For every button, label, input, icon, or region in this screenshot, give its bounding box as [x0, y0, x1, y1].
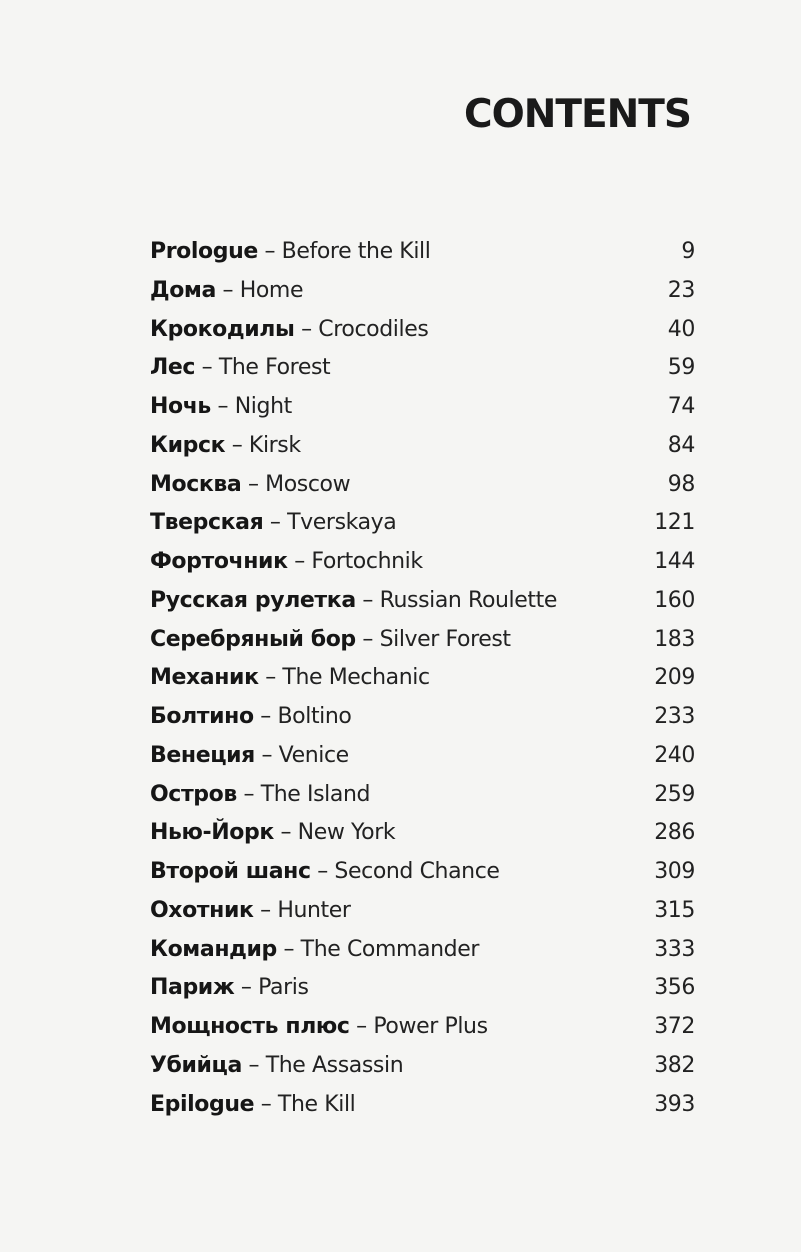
toc-entry	[150, 466, 695, 505]
title-separator: –	[241, 1052, 266, 1078]
chapter-title-russian: Epilogue	[150, 1091, 255, 1117]
chapter-title-english: Night	[234, 394, 292, 419]
toc-entry	[150, 543, 695, 582]
toc-entry	[150, 698, 695, 737]
chapter-title-english: Boltino	[277, 704, 352, 729]
page-number: 372	[654, 1014, 695, 1039]
title-separator: –	[263, 510, 288, 536]
toc-entry-title	[150, 1008, 488, 1047]
page-number: 315	[654, 897, 695, 923]
chapter-title-english: Paris	[258, 975, 309, 1001]
chapter-title-english: Tverskaya	[287, 510, 397, 536]
toc-entry-title	[150, 737, 349, 776]
page-number: 183	[654, 626, 695, 652]
chapter-title-english: Silver Forest	[379, 626, 511, 652]
chapter-title-russian: Кирск	[150, 432, 226, 458]
toc-entry-title	[150, 504, 396, 543]
chapter-title-russian: Ночь	[150, 394, 211, 419]
table-of-contents	[150, 233, 695, 1124]
toc-entry	[150, 233, 695, 272]
chapter-title-russian: Механик	[150, 665, 259, 691]
page-number: 9	[681, 239, 695, 264]
chapter-title-russian: Париж	[150, 975, 235, 1001]
toc-entry	[150, 1008, 695, 1047]
chapter-title-russian: Серебряный бор	[150, 626, 356, 652]
toc-entry-title	[150, 698, 352, 737]
page-number: 356	[654, 975, 695, 1001]
page-number: 160	[654, 587, 695, 613]
chapter-title-english: Second Chance	[334, 859, 500, 884]
toc-entry	[150, 892, 695, 931]
toc-entry	[150, 272, 695, 311]
chapter-title-russian: Лес	[150, 355, 196, 381]
page-number: 98	[667, 471, 695, 497]
chapter-title-english: Kirsk	[248, 432, 301, 458]
toc-entry-title	[150, 349, 330, 388]
toc-entry-title	[150, 892, 351, 931]
chapter-title-russian: Русская рулетка	[150, 587, 356, 613]
chapter-title-english: Hunter	[277, 897, 351, 923]
title-separator: –	[276, 936, 301, 962]
toc-entry-title	[150, 582, 557, 621]
title-separator: –	[253, 704, 278, 729]
toc-entry-title	[150, 931, 479, 970]
toc-entry-title	[150, 814, 395, 853]
chapter-title-english: Fortochnik	[311, 549, 423, 574]
toc-entry	[150, 1047, 695, 1086]
chapter-title-russian: Нью-Йорк	[150, 820, 274, 846]
chapter-title-russian: Крокодилы	[150, 316, 295, 342]
chapter-title-russian: Форточник	[150, 549, 288, 574]
page-number: 259	[654, 781, 695, 807]
chapter-title-russian: Москва	[150, 471, 242, 497]
toc-entry	[150, 931, 695, 970]
toc-entry-title	[150, 853, 500, 892]
chapter-title-english: The Assassin	[265, 1052, 404, 1078]
chapter-title-english: The Kill	[277, 1091, 356, 1117]
chapter-title-english: The Mechanic	[282, 665, 430, 691]
title-separator: –	[210, 394, 235, 419]
title-separator: –	[287, 549, 312, 574]
chapter-title-russian: Командир	[150, 936, 277, 962]
toc-entry	[150, 427, 695, 466]
page-number: 286	[654, 820, 695, 846]
title-separator: –	[225, 432, 249, 458]
toc-entry-title	[150, 388, 292, 427]
toc-entry	[150, 659, 695, 698]
toc-entry-title	[150, 1047, 403, 1086]
toc-entry-title	[150, 233, 430, 272]
title-separator: –	[310, 859, 335, 884]
toc-entry	[150, 737, 695, 776]
toc-entry-title	[150, 969, 309, 1008]
page-number: 233	[654, 704, 695, 729]
chapter-title-russian: Мощность плюс	[150, 1014, 350, 1039]
toc-entry	[150, 504, 695, 543]
chapter-title-russian: Второй шанс	[150, 859, 311, 884]
chapter-title-russian: Тверская	[150, 510, 264, 536]
page-number: 240	[654, 742, 695, 768]
chapter-title-english: The Commander	[300, 936, 480, 962]
toc-entry-title	[150, 776, 370, 815]
toc-entry-title	[150, 272, 303, 311]
title-separator: –	[254, 1091, 278, 1117]
title-separator: –	[294, 316, 319, 342]
chapter-title-english: Moscow	[265, 471, 351, 497]
toc-entry	[150, 776, 695, 815]
title-separator: –	[241, 471, 266, 497]
title-separator: –	[234, 975, 259, 1001]
toc-entry	[150, 388, 695, 427]
title-separator: –	[349, 1014, 374, 1039]
toc-entry-title	[150, 1086, 355, 1125]
chapter-title-russian: Охотник	[150, 897, 254, 923]
chapter-title-english: Venice	[278, 742, 349, 768]
toc-entry	[150, 311, 695, 350]
chapter-title-russian: Венеция	[150, 742, 255, 768]
title-separator: –	[236, 781, 261, 807]
page-number: 84	[667, 432, 695, 458]
title-separator: –	[355, 626, 380, 652]
toc-entry-title	[150, 659, 430, 698]
page-number: 209	[654, 665, 695, 691]
chapter-title-english: Power Plus	[373, 1014, 488, 1039]
chapter-title-english: The Forest	[218, 355, 331, 381]
chapter-title-english: The Island	[260, 781, 371, 807]
title-separator: –	[215, 277, 240, 303]
toc-entry	[150, 1086, 695, 1125]
title-separator: –	[257, 239, 282, 264]
page-title: CONTENTS	[464, 92, 691, 137]
title-separator: –	[254, 742, 279, 768]
page-number: 40	[667, 316, 695, 342]
chapter-title-english: Before the Kill	[281, 239, 431, 264]
title-separator: –	[258, 665, 283, 691]
page-number: 333	[654, 936, 695, 962]
page-number: 393	[654, 1091, 695, 1117]
page-number: 144	[654, 549, 695, 574]
title-separator: –	[195, 355, 219, 381]
chapter-title-english: Russian Roulette	[379, 587, 557, 613]
page-number: 309	[654, 859, 695, 884]
chapter-title-russian: Остров	[150, 781, 237, 807]
chapter-title-english: Crocodiles	[318, 316, 429, 342]
toc-entry-title	[150, 543, 423, 582]
page-number: 23	[667, 277, 695, 303]
toc-entry-title	[150, 466, 350, 505]
chapter-title-russian: Болтино	[150, 704, 254, 729]
toc-entry-title	[150, 427, 301, 466]
toc-entry-title	[150, 621, 511, 660]
toc-entry-title	[150, 311, 428, 350]
page-number: 74	[667, 394, 695, 419]
toc-entry	[150, 621, 695, 660]
toc-entry	[150, 582, 695, 621]
title-separator: –	[253, 897, 278, 923]
chapter-title-russian: Убийца	[150, 1052, 242, 1078]
toc-entry	[150, 853, 695, 892]
toc-entry	[150, 349, 695, 388]
title-separator: –	[273, 820, 298, 846]
title-separator: –	[355, 587, 380, 613]
chapter-title-english: Home	[239, 277, 304, 303]
toc-entry	[150, 969, 695, 1008]
chapter-title-russian: Дома	[150, 277, 216, 303]
chapter-title-english: New York	[297, 820, 396, 846]
page-number: 121	[654, 510, 695, 536]
chapter-title-russian: Prologue	[150, 239, 258, 264]
page-number: 59	[667, 355, 695, 381]
toc-entry	[150, 814, 695, 853]
page-number: 382	[654, 1052, 695, 1078]
